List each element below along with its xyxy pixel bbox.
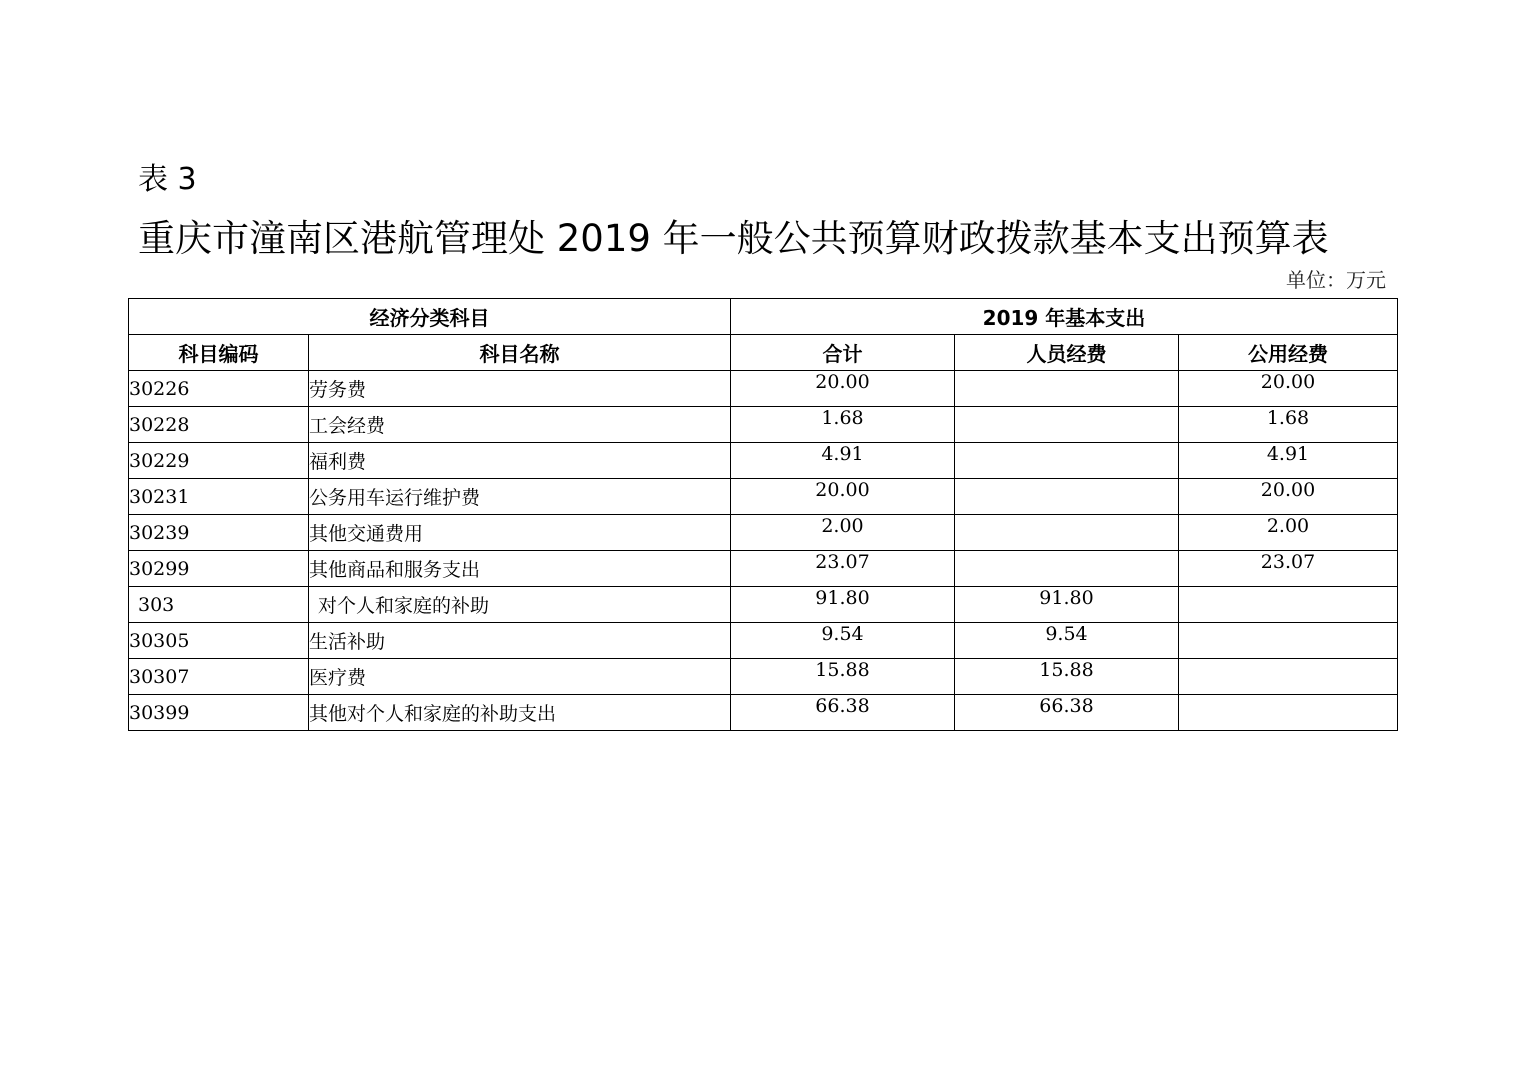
row-code-cell: 30226 [129, 371, 309, 407]
row-name-cell: 生活补助 [309, 623, 731, 659]
row-public-cell: 20.00 [1179, 479, 1398, 515]
group-header-basic-expenditure: 2019 年基本支出 [731, 299, 1398, 335]
table-row [129, 407, 1398, 443]
table-row [129, 695, 1398, 731]
row-personnel-cell: 66.38 [955, 695, 1179, 731]
column-header-code: 科目编码 [129, 335, 309, 371]
row-personnel-cell: 91.80 [955, 587, 1179, 623]
row-name-cell: 劳务费 [309, 371, 731, 407]
row-code-cell: 30307 [129, 659, 309, 695]
row-total-cell: 91.80 [731, 587, 955, 623]
table-row [129, 515, 1398, 551]
row-personnel-cell [955, 515, 1179, 551]
row-total-cell: 20.00 [731, 371, 955, 407]
table-row [129, 479, 1398, 515]
row-personnel-cell [955, 407, 1179, 443]
column-header-name: 科目名称 [309, 335, 731, 371]
row-name-cell: 工会经费 [309, 407, 731, 443]
table-row [129, 623, 1398, 659]
row-public-cell [1179, 695, 1398, 731]
row-public-cell [1179, 659, 1398, 695]
row-personnel-cell [955, 479, 1179, 515]
budget-table [128, 298, 1398, 731]
table-row [129, 659, 1398, 695]
row-public-cell [1179, 587, 1398, 623]
row-code-cell: 30228 [129, 407, 309, 443]
row-public-cell: 20.00 [1179, 371, 1398, 407]
row-public-cell: 4.91 [1179, 443, 1398, 479]
column-header-personnel: 人员经费 [955, 335, 1179, 371]
row-total-cell: 20.00 [731, 479, 955, 515]
table-row [129, 587, 1398, 623]
row-public-cell: 23.07 [1179, 551, 1398, 587]
group-header-economic-category: 经济分类科目 [129, 299, 731, 335]
group-header-row [129, 299, 1398, 335]
column-header-public: 公用经费 [1179, 335, 1398, 371]
row-total-cell: 1.68 [731, 407, 955, 443]
row-code-cell: 303 [129, 587, 309, 623]
row-code-cell: 30299 [129, 551, 309, 587]
row-total-cell: 9.54 [731, 623, 955, 659]
row-personnel-cell [955, 371, 1179, 407]
unit-label: 单位：万元 [1286, 268, 1386, 292]
row-total-cell: 23.07 [731, 551, 955, 587]
row-code-cell: 30305 [129, 623, 309, 659]
table-body [129, 371, 1398, 731]
table-row [129, 443, 1398, 479]
row-total-cell: 4.91 [731, 443, 955, 479]
row-name-cell: 对个人和家庭的补助 [309, 587, 731, 623]
row-name-cell: 福利费 [309, 443, 731, 479]
row-name-cell: 其他交通费用 [309, 515, 731, 551]
table-row [129, 371, 1398, 407]
document-title: 重庆市潼南区港航管理处 2019 年一般公共预算财政拨款基本支出预算表 [138, 217, 1329, 260]
row-personnel-cell: 15.88 [955, 659, 1179, 695]
row-name-cell: 其他对个人和家庭的补助支出 [309, 695, 731, 731]
row-name-cell: 其他商品和服务支出 [309, 551, 731, 587]
row-code-cell: 30399 [129, 695, 309, 731]
row-code-cell: 30231 [129, 479, 309, 515]
row-code-cell: 30239 [129, 515, 309, 551]
row-personnel-cell: 9.54 [955, 623, 1179, 659]
row-public-cell: 2.00 [1179, 515, 1398, 551]
row-public-cell [1179, 623, 1398, 659]
table-label: 表 3 [138, 162, 197, 197]
table-row [129, 551, 1398, 587]
row-personnel-cell [955, 443, 1179, 479]
row-total-cell: 66.38 [731, 695, 955, 731]
row-personnel-cell [955, 551, 1179, 587]
row-total-cell: 15.88 [731, 659, 955, 695]
row-public-cell: 1.68 [1179, 407, 1398, 443]
column-header-row [129, 335, 1398, 371]
row-code-cell: 30229 [129, 443, 309, 479]
row-name-cell: 公务用车运行维护费 [309, 479, 731, 515]
row-name-cell: 医疗费 [309, 659, 731, 695]
column-header-total: 合计 [731, 335, 955, 371]
row-total-cell: 2.00 [731, 515, 955, 551]
